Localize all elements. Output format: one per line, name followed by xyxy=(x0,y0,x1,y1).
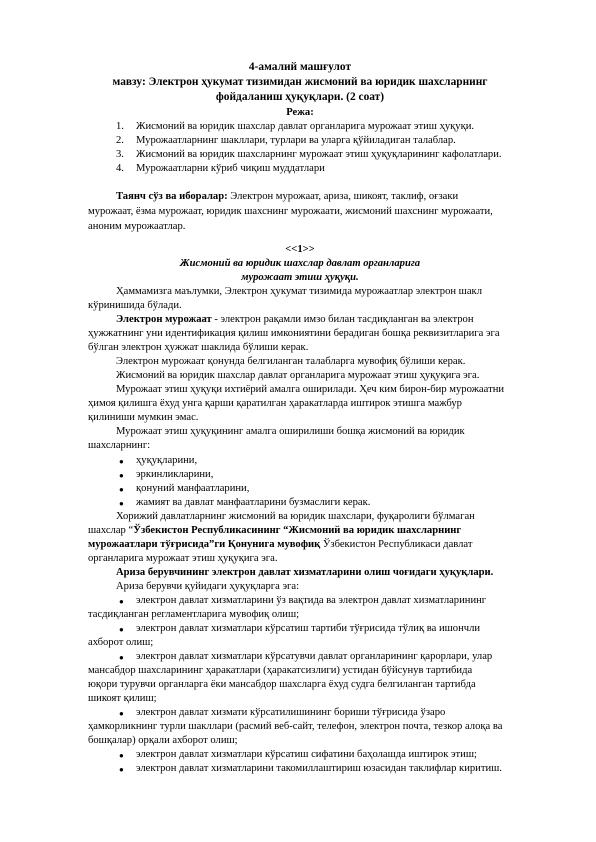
bullet-icon: ● xyxy=(119,709,124,718)
paragraph-line xyxy=(88,539,512,551)
list-item: электрон давлат хизматлари кўрсатиш сифатини баҳолашда иштирок этиш; xyxy=(136,749,477,760)
bullet-icon: ● xyxy=(119,597,124,606)
electronic-appeal-term: Электрон мурожаат xyxy=(116,314,212,325)
plan-item-text: Мурожаатларни кўриб чиқиш муддатлари xyxy=(136,163,325,174)
law-reference: Ўзбекистон Республикасининг “Жисмоний ва юридик шахсларнинг xyxy=(133,525,462,536)
bullet-icon: ● xyxy=(119,499,124,508)
paragraph-line: қилиниши мумкин эмас. xyxy=(88,412,199,423)
paragraph-line: ҳужжатнинг уни идентификация қилиш имкониятини берадиган бошқа реквизитларига эга xyxy=(88,328,500,339)
list-item-continuation: бошқалар) орқали ахборот олиш; xyxy=(88,735,238,746)
paragraph-line xyxy=(88,314,512,326)
document-subtitle-line2: фойдаланиш ҳуқуқлари. (2 соат) xyxy=(215,91,385,103)
paragraph-line: Ҳаммамизга маълумки, Электрон ҳукумат тизимида мурожаатлар электрон шакл xyxy=(116,286,482,297)
bullet-icon: ● xyxy=(119,471,124,480)
list-item-continuation: шикоят қилиш; xyxy=(88,693,157,704)
document-title: 4-амалий машғулот xyxy=(248,61,352,73)
text-fragment: шахслар “ xyxy=(88,525,134,536)
list-item: жамият ва давлат манфаатларини бузмаслиги керак. xyxy=(136,497,371,508)
list-item: электрон давлат хизматларини ўз вақтида ва электрон давлат хизматларининг xyxy=(136,595,487,606)
list-item-continuation: ҳамкорликнинг турли шакллари (расмий веб-сайт, телефон, электрон почта, тезкор алоқа ва xyxy=(88,721,503,732)
list-item-continuation: юқори турувчи органларга ёки мансабдор шахсларга ёхуд судга белгиланган тартибда xyxy=(88,679,476,690)
section-marker: <<1>> xyxy=(285,244,315,255)
list-item-continuation: мансабдор шахсларининг ҳаракатлари (ҳаракатсизлиги) устидан бўйсунув тартибида xyxy=(88,665,473,676)
section-title-line2: мурожаат этиш ҳуқуқи. xyxy=(241,272,359,283)
paragraph-line: ҳимоя қилишга ёхуд унга қарши қаратилган ҳаракатларда иштирок этишга мажбур xyxy=(88,398,462,409)
paragraph-line: Электрон мурожаат қонунда белгиланган талабларга мувофиқ бўлиши керак. xyxy=(116,356,466,367)
bullet-icon: ● xyxy=(119,485,124,494)
bullet-icon: ● xyxy=(119,457,124,466)
plan-heading: Режа: xyxy=(286,107,314,118)
keywords-line xyxy=(88,191,512,203)
list-item: электрон давлат хизматлари кўрсатувчи давлат органларининг қарорлари, улар xyxy=(136,651,493,662)
bullet-icon: ● xyxy=(119,653,124,662)
bullet-icon: ● xyxy=(119,765,124,774)
paragraph-line: Ариза берувчи қуйидаги ҳуқуқларга эга: xyxy=(116,581,300,592)
text-fragment: Ўзбекистон Республикаси давлат xyxy=(320,539,473,550)
keywords-text: Электрон мурожаат, ариза, шикоят, таклиф, оғзаки xyxy=(227,191,459,202)
keywords-line: аноним мурожаатлар. xyxy=(88,221,186,232)
document-subtitle-line1: мавзу: Электрон ҳукумат тизимидан жисмоний ва юридик шахсларнинг xyxy=(112,76,488,88)
paragraph-line: Жисмоний ва юридик шахслар давлат органларига мурожаат этиш ҳуқуқига эга. xyxy=(116,370,480,381)
plan-item-number: 2. xyxy=(116,135,124,146)
list-item: электрон давлат хизматлари кўрсатиш тартиби тўғрисида тўлиқ ва ишончли xyxy=(136,623,481,634)
keywords-label: Таянч сўз ва иборалар: xyxy=(116,191,228,202)
plan-item-text: Жисмоний ва юридик шахслар давлат органларига мурожаат этиш ҳуқуқи. xyxy=(136,121,475,132)
plan-item-text: Жисмоний ва юридик шахсларнинг мурожаат этиш ҳуқуқларининг кафолатлари. xyxy=(136,149,502,160)
list-item-continuation: тасдиқланган регламентларига мувофиқ олиш; xyxy=(88,609,300,620)
bullet-icon: ● xyxy=(119,751,124,760)
paragraph-line: шахсларнинг: xyxy=(88,440,151,451)
law-reference: мурожаатлари тўғрисида”ги Қонунига мувофиқ xyxy=(88,539,321,550)
section-title-line1: Жисмоний ва юридик шахслар давлат органларига xyxy=(179,258,421,269)
paragraph-line: Мурожаат этиш ҳуқуқининг амалга оширилиши бошқа жисмоний ва юридик xyxy=(116,426,465,437)
list-item: электрон давлат хизматларини такомиллаштириш юзасидан таклифлар киритиш. xyxy=(136,763,502,774)
bullet-icon: ● xyxy=(119,625,124,634)
plan-item-text: Мурожаатларнинг шакллари, турлари ва уларга қўйиладиган талаблар. xyxy=(136,135,456,146)
plan-item-number: 4. xyxy=(116,163,124,174)
list-item: эркинликларини, xyxy=(136,469,214,480)
paragraph-line: органларига мурожаат этиш ҳуқуқига эга. xyxy=(88,553,278,564)
paragraph-line: Хорижий давлатларнинг жисмоний ва юридик шахслари, фуқаролиги бўлмаган xyxy=(116,511,475,522)
plan-item-number: 3. xyxy=(116,149,124,160)
paragraph-line: кўринишида бўлади. xyxy=(88,300,182,311)
list-item-continuation: ахборот олиш; xyxy=(88,637,154,648)
paragraph-line xyxy=(88,525,512,537)
list-item: қонуний манфаатларини, xyxy=(136,483,250,494)
keywords-line: мурожаат, ёзма мурожаат, юридик шахснинг мурожаати, жисмоний шахснинг мурожаати, xyxy=(88,206,493,217)
definition-text: - электрон рақамли имзо билан тасдиқланган ва электрон xyxy=(211,314,474,325)
list-item: ҳуқуқларини, xyxy=(136,455,198,466)
paragraph-line: бўлган электрон ҳужжат шаклида бўлиши керак. xyxy=(88,342,309,353)
paragraph-line: Мурожаат этиш ҳуқуқи ихтиёрий амалга оширилади. Ҳеч ким бирон-бир мурожаатни xyxy=(116,384,505,395)
list-item: электрон давлат хизмати кўрсатилишининг бориши тўғрисида ўзаро xyxy=(136,707,446,718)
subsection-heading: Ариза берувчининг электрон давлат хизматларини олиш чоғидаги ҳуқуқлари. xyxy=(116,567,494,578)
plan-item-number: 1. xyxy=(116,121,124,132)
